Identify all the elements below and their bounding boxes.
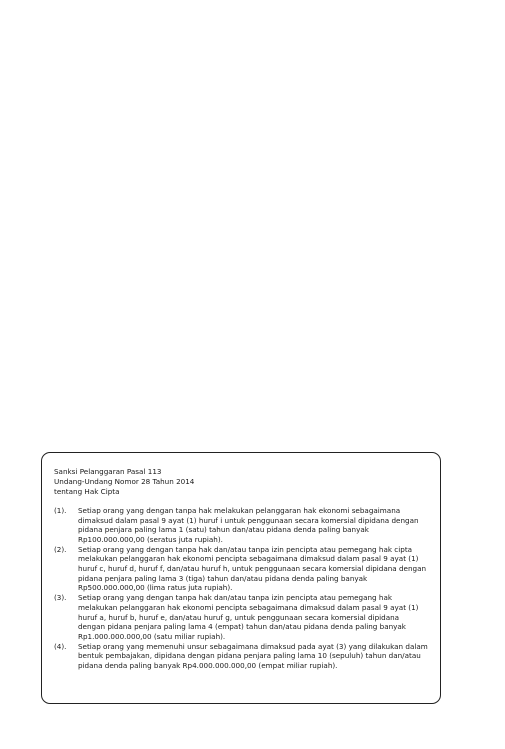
clause-2-number: (2). (54, 544, 67, 554)
notice-heading (54, 467, 428, 497)
clause-3-number: (3). (54, 593, 67, 603)
clause-3-text: Setiap orang yang dengan tanpa hak dan/atau tanpa izin pencipta atau pemegang hak melakukan pelanggaran hak ekonomi pencipta sebagaimana dimaksud dalam pasal 9 ayat (1) huruf a, huruf b, huruf e, dan/atau huruf g, untuk penggunaan secara komersial dipidana dengan pidana penjara paling lama 4 (empat) tahun dan/atau pidana denda paling banyak Rp1.000.000.000,00 (satu miliar rupiah). (78, 593, 419, 641)
clause-3 (54, 593, 428, 641)
clause-2 (54, 545, 428, 593)
notice-title-line-3: tentang Hak Cipta (54, 487, 120, 496)
clause-2-text: Setiap orang yang dengan tanpa hak dan/atau tanpa izin pencipta atau pemegang hak cipta melakukan pelanggaran hak ekonomi pencipta sebagaimana dimaksud dalam pasal 9 ayat (1) huruf c, huruf d, huruf f, dan/atau huruf h, untuk penggunaan secara komersial dipidana dengan pidana penjara paling lama 3 (tiga) tahun dan/atau pidana denda paling banyak Rp500.000.000,00 (lima ratus juta rupiah). (78, 544, 427, 593)
notice-title-line-1: Sanksi Pelanggaran Pasal 113 (54, 467, 162, 476)
clause-4 (54, 642, 428, 671)
clause-4-text: Setiap orang yang memenuhi unsur sebagaimana dimaksud pada ayat (3) yang dilakukan dalam bentuk pembajakan, dipidana dengan pidana penjara paling lama 10 (sepuluh) tahun dan/atau pidana denda paling banyak Rp4.000.000.000,00 (empat miliar rupiah). (78, 641, 428, 670)
clause-1-number: (1). (54, 506, 67, 515)
clause-4-number: (4). (54, 641, 67, 651)
clause-1-text: Setiap orang yang dengan tanpa hak melakukan pelanggaran hak ekonomi sebagaimana dimaksud dalam pasal 9 ayat (1) huruf i untuk penggunaan secara komersial dipidana dengan pidana penjara paling lama 1 (satu) tahun dan/atau pidana denda paling banyak Rp100.000.000,00 (seratus juta rupiah). (78, 506, 419, 544)
clause-1 (54, 506, 428, 544)
copyright-sanction-notice (41, 452, 441, 704)
notice-title-line-2: Undang-Undang Nomor 28 Tahun 2014 (54, 477, 195, 486)
